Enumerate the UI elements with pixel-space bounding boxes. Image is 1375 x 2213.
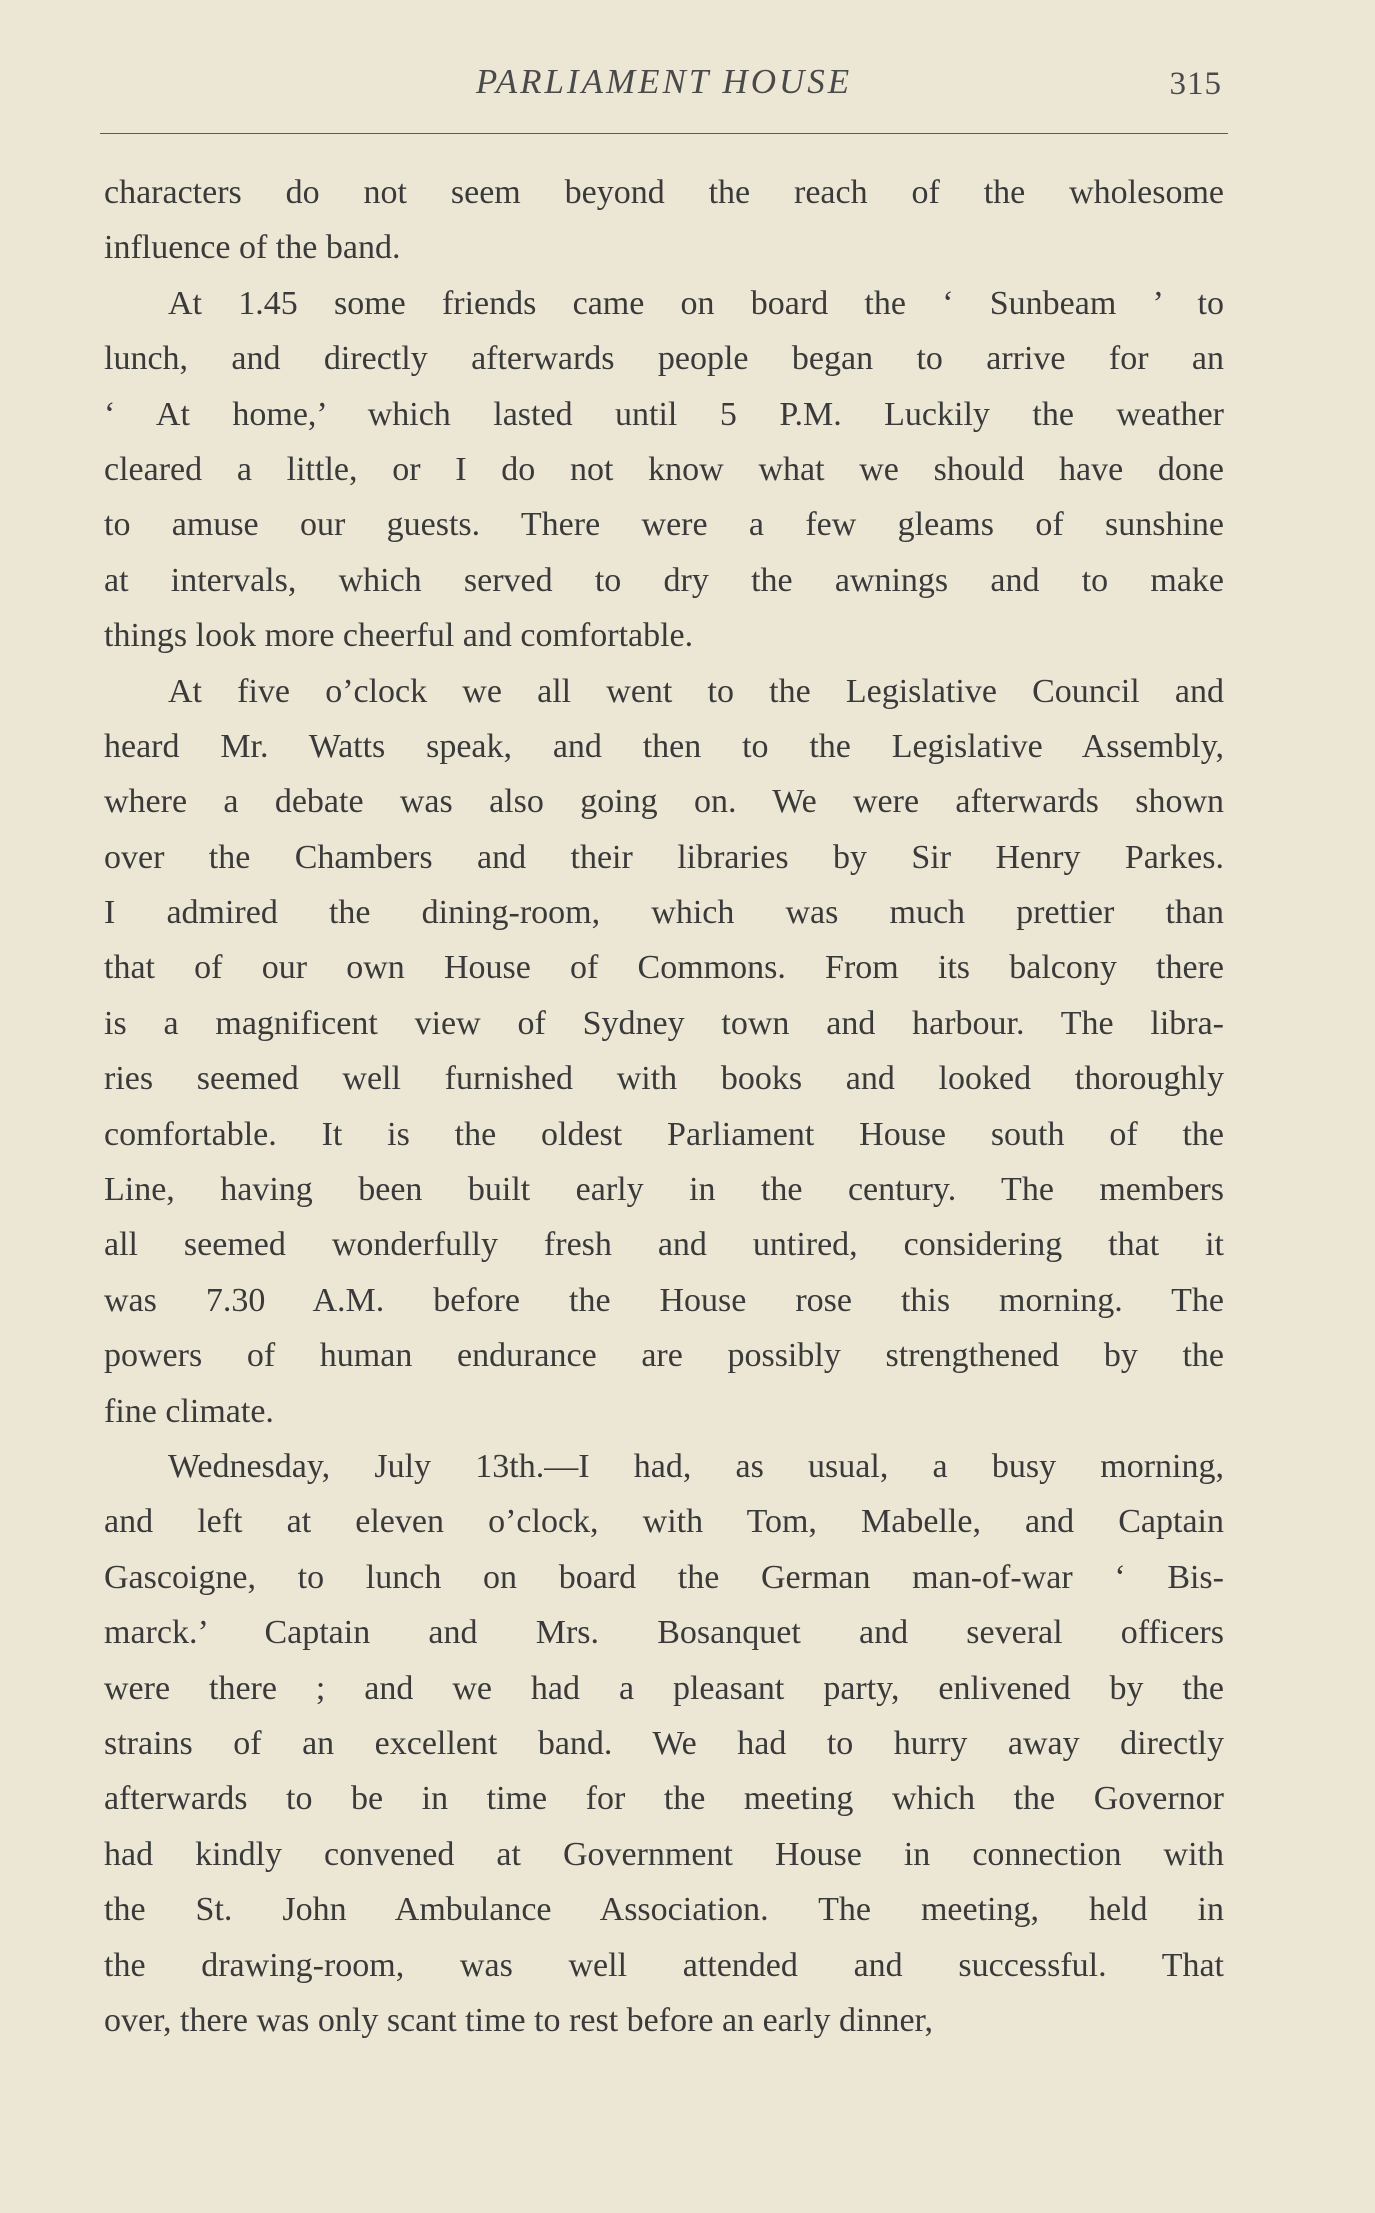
text-line: ries seemed well furnished with books and looked thoroughly (104, 1060, 1224, 1098)
text-line: the St. John Ambulance Association. The meeting, held in (104, 1891, 1224, 1929)
text-line: Wednesday, July 13th.—I had, as usual, a busy morning, (168, 1447, 1224, 1485)
text-line: ‘ At home,’ which lasted until 5 P.M. Luckily the weather (104, 395, 1224, 433)
text-line: were there ; and we had a pleasant party, enlivened by the (104, 1669, 1224, 1707)
text-line: characters do not seem beyond the reach of the wholesome (104, 174, 1224, 211)
paragraph (104, 664, 1224, 1439)
text-line: and left at eleven o’clock, with Tom, Mabelle, and Captain (104, 1503, 1224, 1541)
text-line: fine climate. (104, 1392, 274, 1430)
text-line: I admired the dining-room, which was much prettier than (104, 894, 1224, 932)
text-line: At five o’clock we all went to the Legislative Council and (168, 672, 1224, 710)
text-line: over, there was only scant time to rest before an early dinner, (104, 2001, 934, 2039)
text-line: heard Mr. Watts speak, and then to the Legislative Assembly, (104, 727, 1224, 765)
text-line: At 1.45 some friends came on board the ‘ Sunbeam ’ to (168, 284, 1224, 322)
text-line: Line, having been built early in the century. The members (104, 1171, 1224, 1209)
body-text (104, 165, 1224, 2048)
text-line: was 7.30 A.M. before the House rose this morning. The (104, 1281, 1224, 1319)
text-line: all seemed wonderfully fresh and untired, considering that it (104, 1226, 1224, 1264)
page-header (100, 62, 1228, 122)
text-line: influence of the band. (104, 229, 401, 267)
text-line: cleared a little, or I do not know what we should have done (104, 450, 1224, 488)
text-line: to amuse our guests. There were a few gleams of sunshine (104, 506, 1224, 544)
paragraph (104, 1439, 1224, 2048)
paragraph (104, 165, 1224, 276)
text-line: where a debate was also going on. We were afterwards shown (104, 783, 1224, 821)
text-line: that of our own House of Commons. From its balcony there (104, 949, 1224, 987)
paragraph (104, 276, 1224, 664)
text-line: over the Chambers and their libraries by Sir Henry Parkes. (104, 838, 1224, 876)
text-line: the drawing-room, was well attended and successful. That (104, 1946, 1224, 1984)
text-line: is a magnificent view of Sydney town and harbour. The libra- (104, 1004, 1224, 1042)
text-line: Gascoigne, to lunch on board the German man-of-war ‘ Bis- (104, 1558, 1224, 1596)
text-line: strains of an excellent band. We had to hurry away directly (104, 1724, 1224, 1762)
text-line: had kindly convened at Government House in connection with (104, 1835, 1224, 1873)
header-rule (100, 133, 1228, 134)
text-line: things look more cheerful and comfortable. (104, 617, 694, 655)
text-line: powers of human endurance are possibly strengthened by the (104, 1337, 1224, 1375)
text-line: lunch, and directly afterwards people began to arrive for an (104, 340, 1224, 378)
page-number: 315 (1169, 66, 1222, 102)
text-line: afterwards to be in time for the meeting which the Governor (104, 1780, 1224, 1818)
running-title: PARLIAMENT HOUSE (475, 62, 853, 101)
text-line: marck.’ Captain and Mrs. Bosanquet and several officers (104, 1614, 1224, 1652)
text-line: at intervals, which served to dry the awnings and to make (104, 561, 1224, 599)
text-line: comfortable. It is the oldest Parliament House south of the (104, 1115, 1224, 1153)
